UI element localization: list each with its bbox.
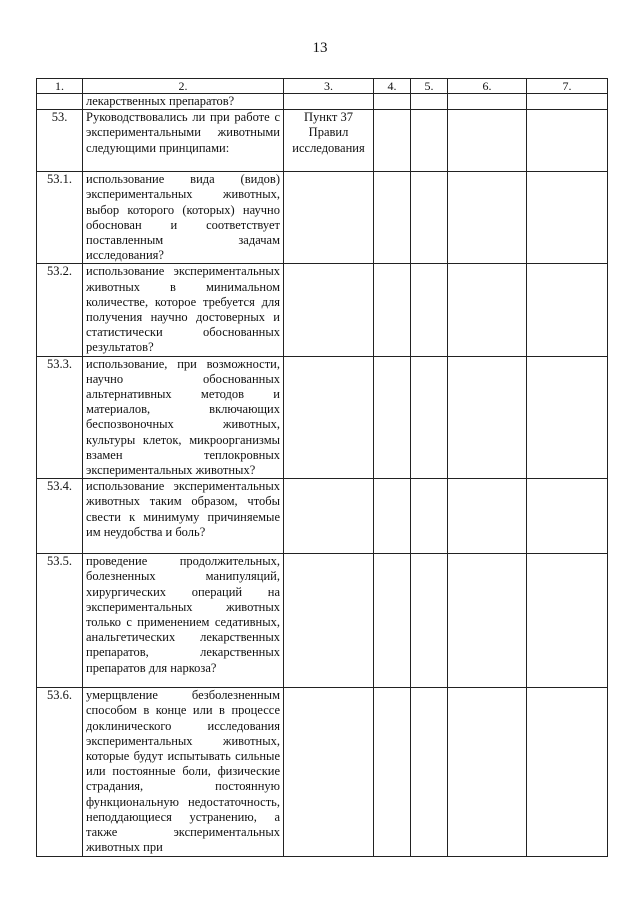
column-header: 1. xyxy=(37,79,83,94)
row-number: 53.4. xyxy=(37,479,83,554)
row-text: использование вида (видов) экспериментальных животных, выбор которого (которых) научно обоснован и соответствует поставленным задачам исследования? xyxy=(83,172,284,264)
row-number: 53.6. xyxy=(37,688,83,856)
table-row xyxy=(37,172,608,264)
table-row xyxy=(37,356,608,479)
row-text: умерщвление безболезненным способом в конце или в процессе доклинического исследования экспериментальных животных, которые будут испытывать сильные или постоянные боли, физические страдания, постоянную функциональную недостаточность, неподдающиеся устранению, а также экспериментальных животных при xyxy=(83,688,284,856)
checklist-table xyxy=(36,78,608,857)
table-row xyxy=(37,688,608,856)
table-row xyxy=(37,554,608,688)
row-number: 53.3. xyxy=(37,356,83,479)
column-header: 2. xyxy=(83,79,284,94)
row-text: проведение продолжительных, болезненных манипуляций, хирургических операций на экспериментальных животных только с применением седативных, анальгетических лекарственных препаратов, лекарственных препаратов для наркоза? xyxy=(83,554,284,688)
row-number: 53.1. xyxy=(37,172,83,264)
table-row xyxy=(37,479,608,554)
column-header: 4. xyxy=(374,79,411,94)
header-row xyxy=(37,79,608,94)
row-text: использование экспериментальных животных в минимальном количестве, которое требуется для получения научно достоверных и статистически обоснованных результатов? xyxy=(83,264,284,356)
row-text: использование экспериментальных животных таким образом, чтобы свести к минимуму причиняемые им неудобства и боль? xyxy=(83,479,284,554)
row-number: 53.2. xyxy=(37,264,83,356)
column-header: 5. xyxy=(411,79,448,94)
row-text: использование, при возможности, научно обоснованных альтернативных методов и материалов, включающих беспозвоночных животных, культуры клеток, микроорганизмы взамен теплокровных экспериментальных животных? xyxy=(83,356,284,479)
row-text: Руководствовались ли при работе с экспериментальными животными следующими принципами: xyxy=(83,110,284,172)
row-number: 53.5. xyxy=(37,554,83,688)
column-header: 6. xyxy=(448,79,527,94)
table-row xyxy=(37,264,608,356)
column-header: 3. xyxy=(284,79,374,94)
row-reference: Пункт 37 Правил исследования xyxy=(284,110,374,172)
table-row-continuation xyxy=(37,94,608,110)
page-number: 13 xyxy=(312,40,328,56)
row-number: 53. xyxy=(37,110,83,172)
column-header: 7. xyxy=(527,79,608,94)
row-text: лекарственных препаратов? xyxy=(83,94,284,110)
table-row xyxy=(37,110,608,172)
